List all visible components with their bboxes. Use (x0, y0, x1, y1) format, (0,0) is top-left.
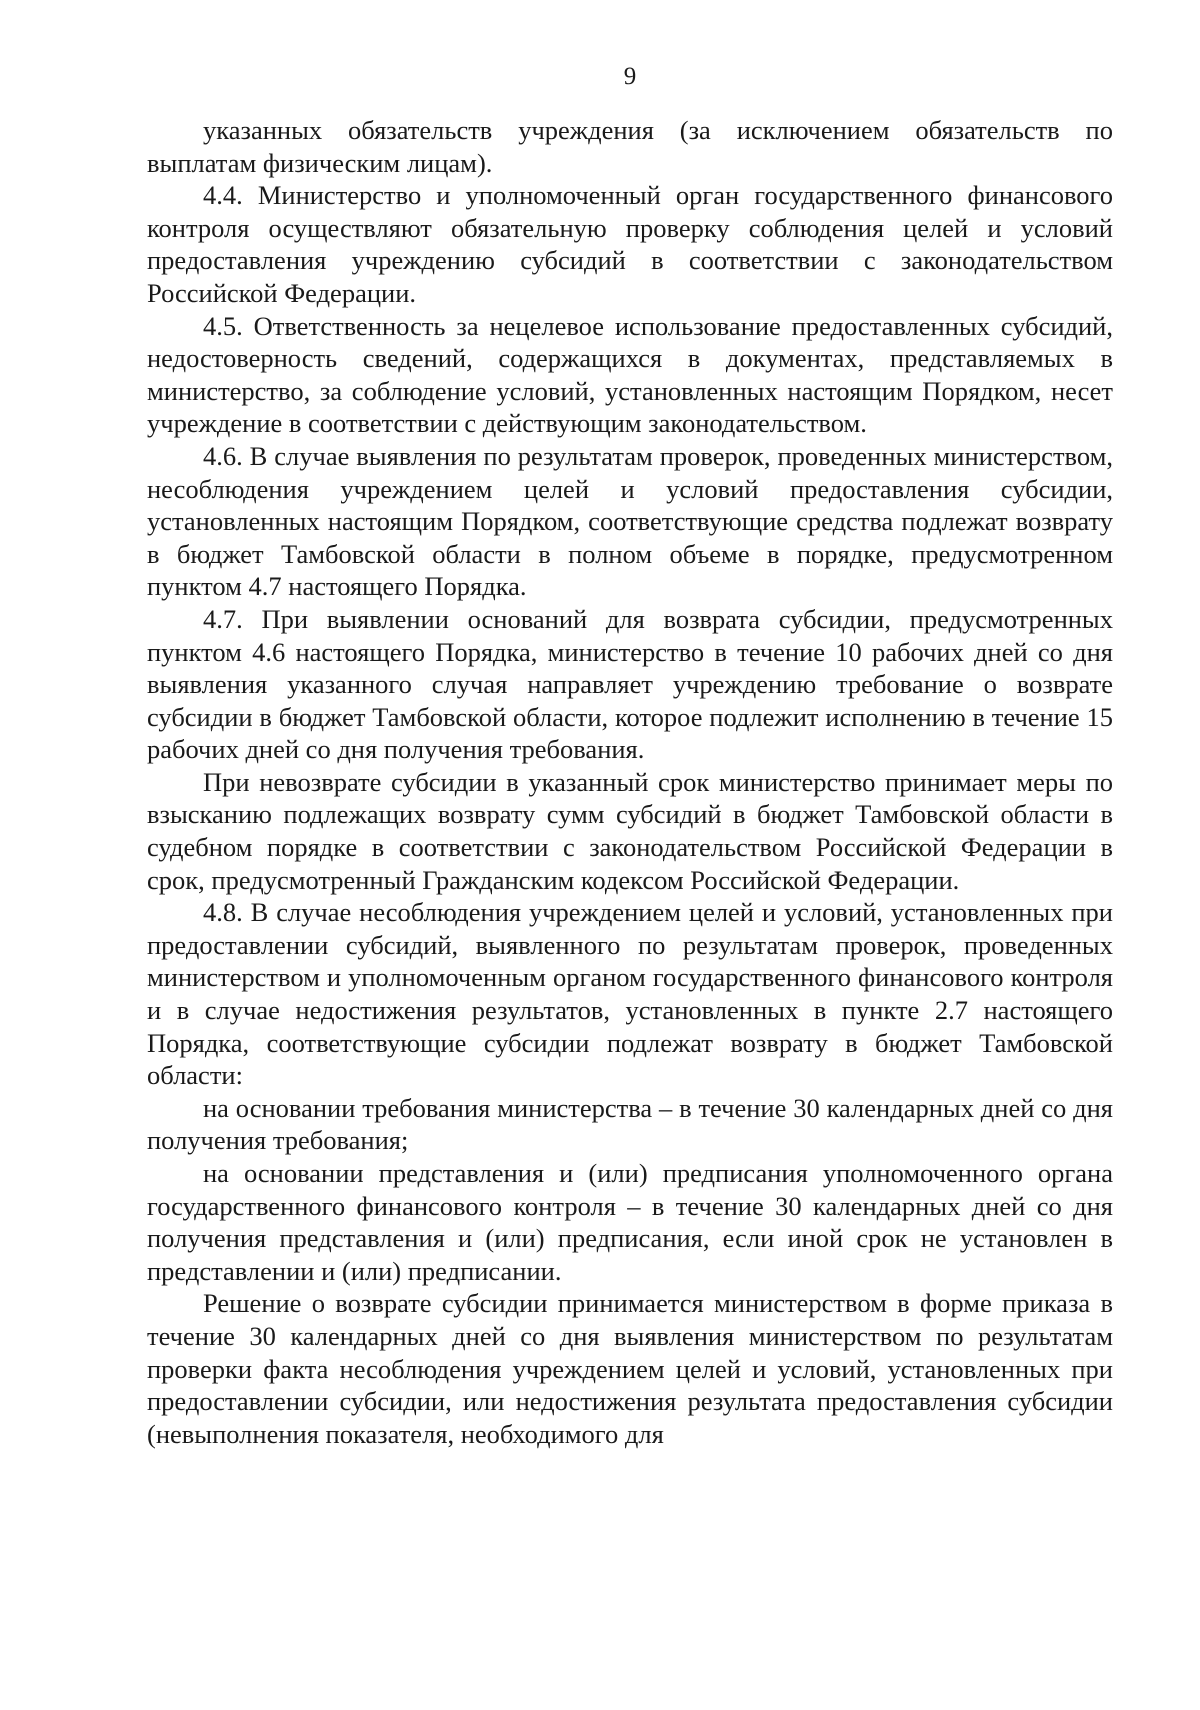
paragraph-4-7: 4.7. При выявлении оснований для возврата субсидии, предусмотренных пунктом 4.6 настоящего Порядка, министерство в течение 10 рабочих дней со дня выявления указанного случая направляет учреждению требование о возврате субсидии в бюджет Тамбовской области, которое подлежит исполнению в течение 15 рабочих дней со дня получения требования. (147, 603, 1113, 765)
page-number: 9 (623, 63, 637, 90)
paragraph-4-8: 4.8. В случае несоблюдения учреждением целей и условий, установленных при предоставлении субсидий, выявленного по результатам проверок, проведенных министерством и уполномоченным органом государственного финансового контроля и в случае недостижения результатов, установленных в пункте 2.7 настоящего Порядка, соответствующие субсидии подлежат возврату в бюджет Тамбовской области: (147, 897, 1113, 1091)
paragraph-4-4: 4.4. Министерство и уполномоченный орган государственного финансового контроля осуществляют обязательную проверку соблюдения целей и условий предоставления учреждению субсидий в соответствии с законодательством Российской Федерации. (147, 180, 1113, 308)
paragraph-control-body-prescription: на основании представления и (или) предписания уполномоченного органа государственного финансового контроля – в течение 30 календарных дней со дня получения представления и (или) предписания, если иной срок не установлен в представлении и (или) предписании. (147, 1158, 1113, 1286)
paragraph-obligations-continuation: указанных обязательств учреждения (за исключением обязательств по выплатам физическим лицам). (147, 115, 1113, 178)
paragraph-4-5: 4.5. Ответственность за нецелевое использование предоставленных субсидий, недостоверность сведений, содержащихся в документах, представляемых в министерство, за соблюдение условий, установленных настоящим Порядком, несет учреждение в соответствии с действующим законодательством. (147, 310, 1113, 439)
paragraph-return-decision: Решение о возврате субсидии принимается министерством в форме приказа в течение 30 календарных дней со дня выявления министерством по результатам проверки факта несоблюдения учреждением целей и условий, установленных при предоставлении субсидии, или недостижения результата предоставления субсидии (невыполнения показателя, необходимого для (147, 1288, 1113, 1449)
paragraph-4-6: 4.6. В случае выявления по результатам проверок, проведенных министерством, несоблюдения учреждением целей и условий предоставления субсидии, установленных настоящим Порядком, соответствующие средства подлежат возврату в бюджет Тамбовской области в полном объеме в порядке, предусмотренном пунктом 4.7 настоящего Порядка. (147, 440, 1113, 602)
paragraph-non-return-measures: При невозврате субсидии в указанный срок министерство принимает меры по взысканию подлежащих возврату сумм субсидий в бюджет Тамбовской области в судебном порядке в соответствии с законодательством Российской Федерации в срок, предусмотренный Гражданским кодексом Российской Федерации. (147, 766, 1113, 895)
paragraph-ministry-demand: на основании требования министерства – в течение 30 календарных дней со дня получения требования; (147, 1092, 1113, 1156)
document-body (147, 114, 1113, 1450)
